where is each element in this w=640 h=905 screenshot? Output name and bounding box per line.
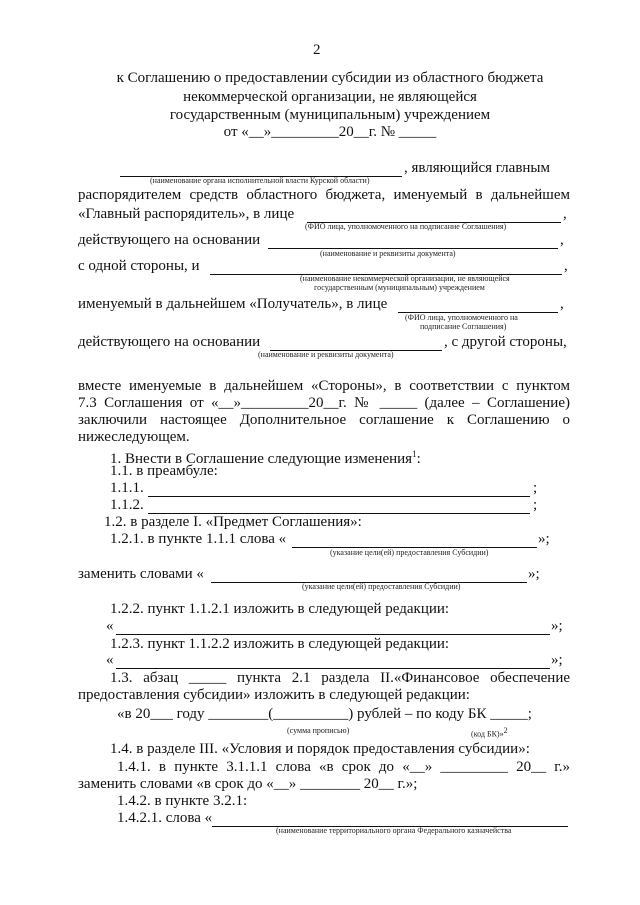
item-1-1-1-blank [148, 484, 530, 497]
item-1-1-2-blank [148, 501, 530, 514]
item-1-4-2-1: 1.4.2.1. слова « [117, 810, 213, 826]
treasury-caption: (наименование территориального органа Федерального казначейства [276, 826, 512, 835]
item-1-4: 1.4. в разделе III. «Условия и порядок предоставления субсидии»: [110, 741, 530, 757]
item-1-2-3: 1.2.3. пункт 1.1.2.2 изложить в следующей редакции: [110, 636, 450, 652]
item-1-2-2: 1.2.2. пункт 1.1.2.1 изложить в следующей редакции: [110, 601, 450, 617]
fio2-caption-2: подписание Соглашения) [420, 322, 507, 331]
fio-caption: (ФИО лица, уполномоченного на подписание Соглашения) [305, 222, 507, 231]
item-1-3-line-1: 1.3. абзац _____ пункта 2.1 раздела II.«Финансовое обеспечение [110, 670, 570, 686]
amount-text: «в 20___ году ________(__________) рублей – по коду БК _____ [117, 706, 528, 722]
fio2-caption-1: (ФИО лица, уполномоченного на [405, 313, 518, 322]
p1-line-4: нижеследующем. [78, 429, 190, 445]
item-1-4-2: 1.4.2. в пункте 3.2.1: [117, 793, 248, 809]
fio2-blank [398, 300, 558, 313]
item-1-1-1: 1.1.1. [110, 480, 144, 496]
item-1-4-1-line-1: 1.4.1. в пункте 3.1.1.1 слова «в срок до «__» _________ 20__ г.» [117, 759, 570, 775]
goal-close-2: »; [528, 566, 540, 582]
item-1-2-3-blank [116, 656, 550, 669]
doc-blank-1 [268, 236, 558, 249]
goal-caption-2: (указание цели(ей) предоставления Субсидии) [302, 582, 461, 591]
header-line-3: государственным (муниципальным) учреждением [169, 107, 491, 123]
goal-close-1: »; [538, 531, 550, 547]
org-comma: , [564, 258, 568, 274]
goal-blank-1 [292, 535, 537, 548]
footnote-2-marker: 2 [503, 726, 508, 735]
header-line-2: некоммерческой организации, не являющейся [183, 89, 477, 105]
org-caption-1: (наименование некоммерческой организации, не являющейся [300, 274, 510, 283]
acting-basis-1: действующего на основании [78, 232, 261, 248]
doc-caption-1: (наименование и реквизиты документа) [320, 249, 456, 258]
goal-caption-1: (указание цели(ей) предоставления Субсидии) [330, 548, 489, 557]
item-1-1-1-semicolon: ; [533, 480, 538, 496]
amount-caption: (сумма прописью) [287, 726, 350, 735]
item-1-2-2-close: »; [551, 618, 563, 634]
item-1-1: 1.1. в преамбуле: [110, 463, 218, 479]
page-number: 2 [313, 42, 321, 58]
doc-comma-1: , [560, 232, 564, 248]
item-1-2-1: 1.2.1. в пункте 1.1.1 слова « [110, 531, 287, 547]
authority-tail: , являющийся главным [404, 160, 551, 176]
p1-line-2: 7.3 Соглашения от «__»_________20__г. № _____ (далее – Соглашение) [78, 395, 570, 411]
item-1-3-line-2: предоставления субсидии» изложить в следующей редакции: [78, 687, 470, 703]
bk-caption [471, 726, 508, 739]
one-side: с одной стороны, и [78, 258, 200, 274]
bk-caption-text: (код БК)» [471, 729, 504, 739]
footnote-1-marker: 1 [412, 449, 417, 459]
item-1-colon: : [416, 451, 421, 467]
acting-basis-2: действующего на основании [78, 334, 261, 350]
p1-line-3: заключили настоящее Дополнительное соглашение к Соглашению о [78, 412, 570, 428]
doc-caption-2: (наименование и реквизиты документа) [258, 350, 394, 359]
parties-line-3: «Главный распорядитель», в лице [78, 206, 295, 222]
item-1-2: 1.2. в разделе I. «Предмет Соглашения»: [104, 514, 362, 530]
item-1-1-2: 1.1.2. [110, 497, 144, 513]
other-side: , с другой стороны, [444, 334, 567, 350]
item-1-4-1-line-2: заменить словами «в срок до «__» ________ 20__ г.»; [78, 776, 418, 792]
org-caption-2: государственным (муниципальным) учреждением [314, 283, 485, 292]
item-1-1-2-semicolon: ; [533, 497, 538, 513]
amount-semicolon: ; [527, 706, 532, 722]
fio-comma: , [563, 206, 567, 222]
item-1-2-3-open: « [106, 652, 114, 668]
fio2-comma: , [560, 296, 564, 312]
item-1-2-2-open: « [106, 618, 114, 634]
replace-with: заменить словами « [78, 566, 204, 582]
item-1-2-3-close: »; [551, 652, 563, 668]
header-line-1: к Соглашению о предоставлении субсидии из областного бюджета [116, 70, 544, 86]
recipient-line: именуемый в дальнейшем «Получатель», в лице [78, 296, 388, 312]
parties-line-2: распорядителем средств областного бюджета, именуемый в дальнейшем [78, 187, 570, 203]
item-1-text: 1. Внести в Соглашение следующие изменения [110, 451, 413, 467]
p1-line-1: вместе именуемые в дальнейшем «Стороны», в соответствии с пунктом [78, 378, 570, 394]
header-line-4: от «__»_________20__г. № _____ [223, 124, 437, 140]
amount-line [117, 706, 532, 723]
authority-caption: (наименование органа исполнительной власти Курской области) [150, 176, 370, 185]
item-1-2-2-blank [116, 622, 550, 635]
